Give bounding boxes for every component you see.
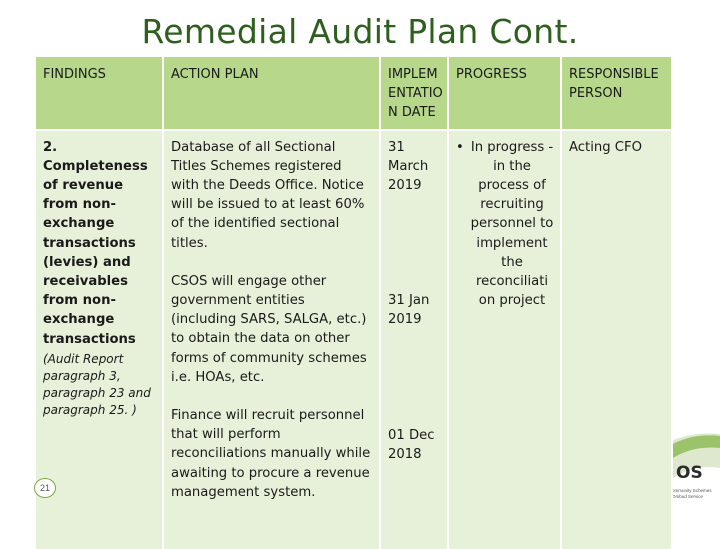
header-action-plan: ACTION PLAN xyxy=(163,57,380,130)
slide-number: 21 xyxy=(34,478,56,498)
logo-tagline: ommunity Schemes Ombud Service xyxy=(672,488,712,499)
progress-cell xyxy=(448,130,561,549)
header-findings: FINDINGS xyxy=(36,57,163,130)
audit-plan-table xyxy=(36,57,673,549)
date-2: 31 Jan 2019 xyxy=(388,293,430,328)
date-3: 01 Dec 2018 xyxy=(388,427,435,462)
table-header-row xyxy=(36,57,672,130)
date-1: 31 March 2019 xyxy=(388,139,429,194)
finding-reference: (Audit Report paragraph 3, paragraph 23 and paragraph 25. ) xyxy=(43,351,151,417)
header-implementation-date: IMPLEM ENTATIO N DATE xyxy=(380,57,448,130)
logo-text: OS xyxy=(676,463,703,483)
action-item-2: CSOS will engage other government entities (including SARS, SALGA, etc.) to obtain the data on other forms of community schemes i.e. HOAs, etc. xyxy=(171,273,367,385)
action-item-1: Database of all Sectional Titles Schemes registered with the Deeds Office. Notice will be issued to at least 60% of the identified sectional titles. xyxy=(171,139,365,251)
slide-title: Remedial Audit Plan Cont. xyxy=(141,12,579,51)
finding-text: 2. Completeness of revenue from non-exchange transactions (levies) and receivables from non-exchange transactions xyxy=(43,139,148,347)
table-row xyxy=(36,130,672,549)
responsible-person-cell: Acting CFO xyxy=(561,130,672,549)
action-plan-cell xyxy=(163,130,380,549)
bullet-icon: • xyxy=(456,139,464,155)
header-progress: PROGRESS xyxy=(448,57,561,130)
action-item-3: Finance will recruit personnel that will perform reconciliations manually while awaiting to procure a revenue management system. xyxy=(171,408,371,500)
implementation-date-cell xyxy=(380,130,448,549)
progress-text: In progress - in the process of recruiting personnel to implement the reconciliati on project xyxy=(470,139,554,309)
header-responsible-person: RESPONSIBLE PERSON xyxy=(561,57,672,130)
